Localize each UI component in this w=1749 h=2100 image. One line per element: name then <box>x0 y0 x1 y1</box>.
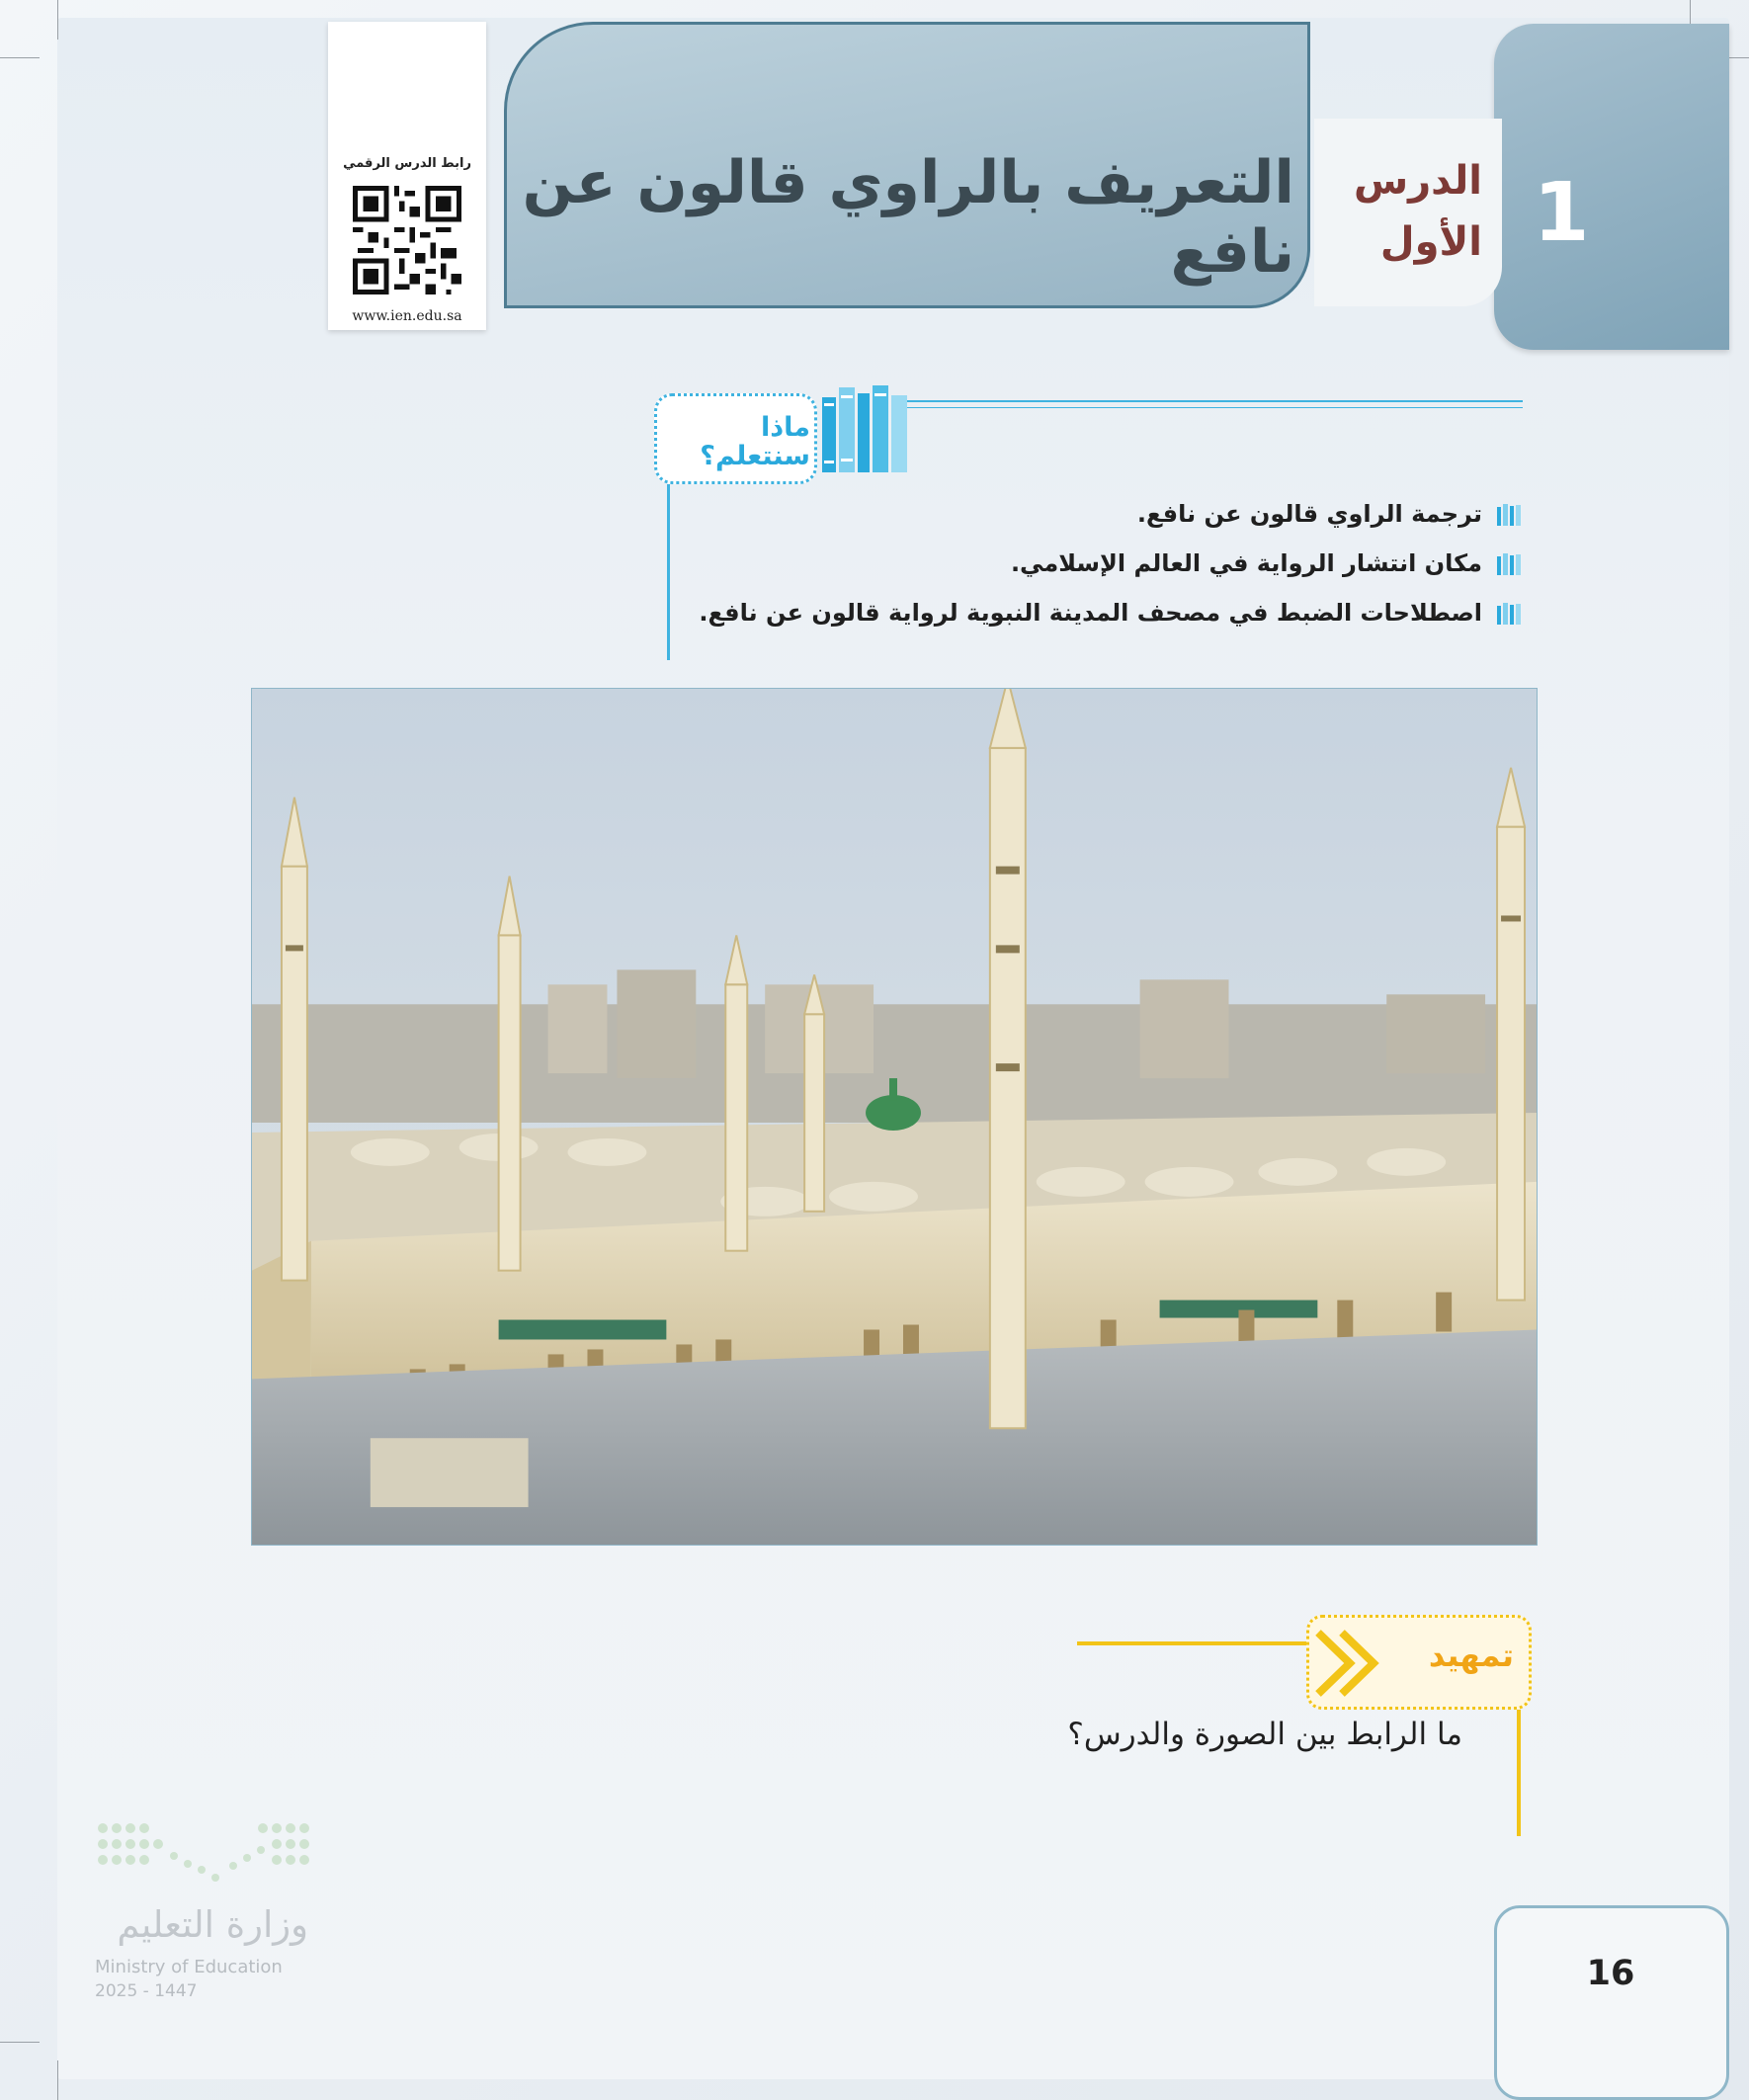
ministry-name-arabic: وزارة التعليم <box>117 1903 308 1946</box>
objectives-heading-line1: ماذا <box>761 412 810 443</box>
lesson-number: 1 <box>1533 166 1590 260</box>
crop-mark <box>57 0 58 40</box>
page-number-box <box>1494 1905 1729 2100</box>
objectives-heading <box>662 413 810 470</box>
objective-item <box>692 593 1522 642</box>
ministry-year: 2025 - 1447 <box>95 1981 198 2001</box>
lesson-title: التعريف بالراوي قالون عن نافع <box>522 148 1294 287</box>
tamheed-rule <box>1077 1641 1310 1645</box>
objectives-rule <box>907 407 1523 408</box>
objective-item <box>692 494 1522 544</box>
lesson-label-line1: الدرس <box>1353 158 1482 204</box>
objective-text: مكان انتشار الرواية في العالم الإسلامي. <box>1010 549 1482 577</box>
crop-mark <box>0 2042 40 2043</box>
books-icon <box>820 383 909 474</box>
objective-text: ترجمة الراوي قالون عن نافع. <box>1136 500 1482 528</box>
mosque-photo <box>251 688 1538 1546</box>
qr-code-icon[interactable] <box>353 186 461 294</box>
ministry-name-english: Ministry of Education <box>95 1957 283 1977</box>
qr-url[interactable]: www.ien.edu.sa <box>352 308 462 324</box>
objectives-vertical-rule <box>667 484 670 660</box>
crop-mark <box>0 57 40 58</box>
objective-item <box>692 544 1522 593</box>
double-chevron-icon <box>1308 1627 1387 1700</box>
crop-mark <box>57 2060 58 2100</box>
ministry-logo-icon <box>95 1820 310 1899</box>
tamheed-question: ما الرابط بين الصورة والدرس؟ <box>1067 1717 1462 1752</box>
book-bullet-icon <box>1496 503 1522 527</box>
lesson-label-line2: الأول <box>1379 219 1482 265</box>
objectives-heading-line2: سنتعلم؟ <box>700 441 810 471</box>
book-bullet-icon <box>1496 602 1522 626</box>
objectives-list <box>692 494 1522 642</box>
objective-text: اصطلاحات الضبط في مصحف المدينة النبوية لرواية قالون عن نافع. <box>699 599 1482 627</box>
book-bullet-icon <box>1496 552 1522 576</box>
tamheed-vertical-rule <box>1517 1710 1521 1836</box>
qr-label: رابط الدرس الرقمي <box>343 156 471 171</box>
lesson-label <box>1324 150 1482 273</box>
tamheed-heading: تمهيد <box>1428 1637 1514 1674</box>
page-number: 16 <box>1586 1954 1635 1993</box>
objectives-rule <box>907 400 1523 402</box>
